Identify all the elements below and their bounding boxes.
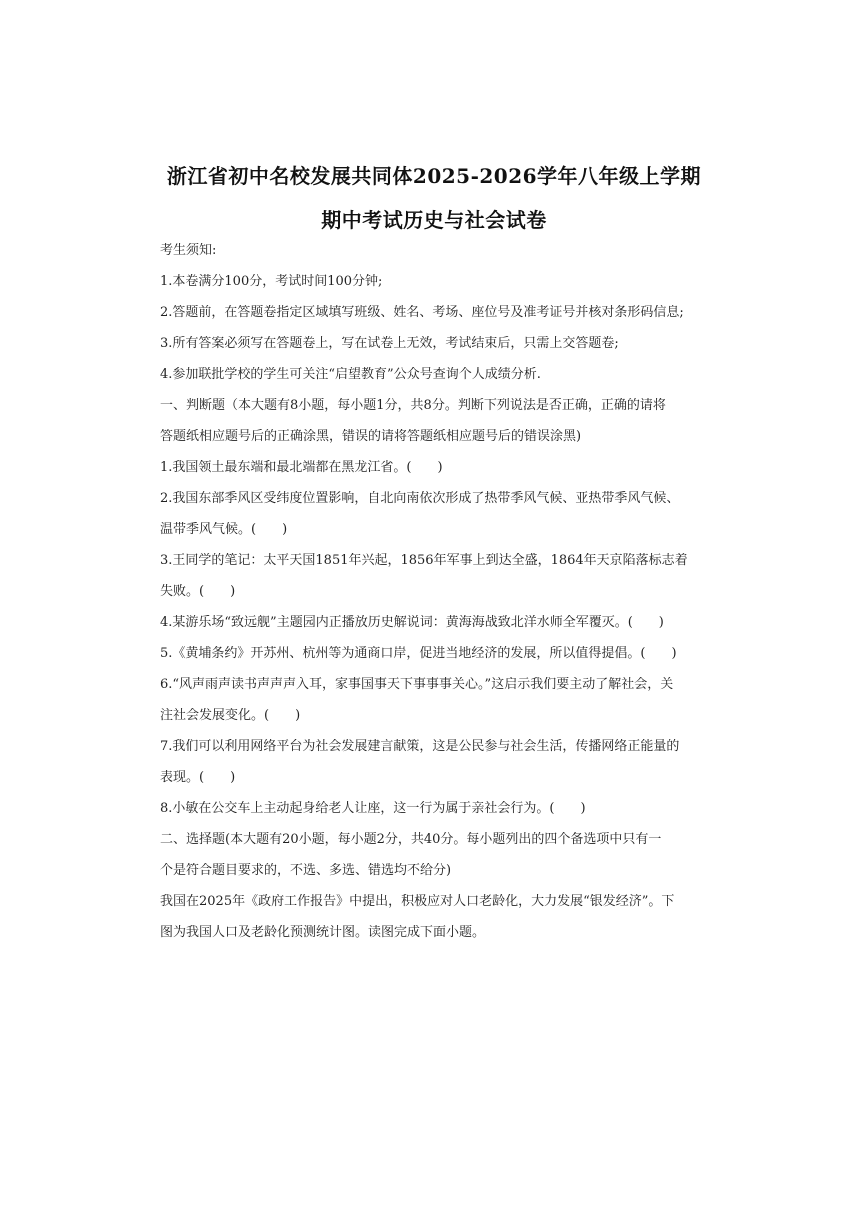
- question-5: 5.《黄埔条约》开苏州、杭州等为通商口岸，促进当地经济的发展，所以值得提倡。( ): [160, 646, 677, 661]
- section1-intro: 一、判断题（本大题有8小题，每小题1分，共8分。判断下列说法是否正确，正确的请将: [160, 398, 666, 413]
- section2-intro: 个是符合题目要求的，不选、多选、错选均不给分): [160, 863, 452, 878]
- question-2: 2.我国东部季风区受纬度位置影响，自北向南依次形成了热带季风气候、亚热带季风气候、: [160, 491, 680, 506]
- question-2-cont: 温带季风气候。( ): [160, 522, 288, 537]
- question-6: 6.“风声雨声读书声声声入耳，家事国事天下事事事关心。”这启示我们要主动了解社会，关: [160, 677, 674, 692]
- notice-item: 2.答题前，在答题卷指定区域填写班级、姓名、考场、座位号及准考证号并核对条形码信息;: [160, 305, 684, 320]
- exam-title-line1: 浙江省初中名校发展共同体2025-2026学年八年级上学期: [166, 164, 702, 188]
- question-1: 1.我国领土最东端和最北端都在黑龙江省。( ): [160, 460, 443, 475]
- notice-item: 3.所有答案必须写在答题卷上，写在试卷上无效，考试结束后，只需上交答题卷;: [160, 336, 619, 351]
- question-6-cont: 注社会发展变化。( ): [160, 708, 301, 723]
- notice-item: 4.参加联批学校的学生可关注“启望教育”公众号查询个人成绩分析.: [160, 367, 541, 382]
- question-7: 7.我们可以利用网络平台为社会发展建言献策，这是公民参与社会生活，传播网络正能量的: [160, 739, 680, 754]
- question-7-cont: 表现。( ): [160, 770, 236, 785]
- question-8: 8.小敏在公交车上主动起身给老人让座，这一行为属于亲社会行为。( ): [160, 801, 586, 816]
- section2-intro: 二、选择题(本大题有20小题，每小题2分，共40分。每小题列出的四个备选项中只有一: [160, 832, 662, 847]
- section1-intro: 答题纸相应题号后的正确涂黑，错误的请将答题纸相应题号后的错误涂黑): [160, 429, 582, 444]
- material-text: 图为我国人口及老龄化预测统计图。读图完成下面小题。: [160, 925, 486, 940]
- notice-item: 1.本卷满分100分，考试时间100分钟;: [160, 274, 383, 289]
- exam-title-line2: 期中考试历史与社会试卷: [321, 208, 547, 232]
- notice-heading: 考生须知:: [160, 243, 217, 258]
- question-3: 3.王同学的笔记：太平天国1851年兴起，1856年军事上到达全盛，1864年天京陷落标志着: [160, 553, 688, 568]
- question-4: 4.某游乐场“致远舰”主题园内正播放历史解说词：黄海海战致北洋水师全军覆灭。( ): [160, 615, 664, 630]
- material-text: 我国在2025年《政府工作报告》中提出，积极应对人口老龄化，大力发展“银发经济”。下: [160, 894, 675, 909]
- question-3-cont: 失败。( ): [160, 584, 236, 599]
